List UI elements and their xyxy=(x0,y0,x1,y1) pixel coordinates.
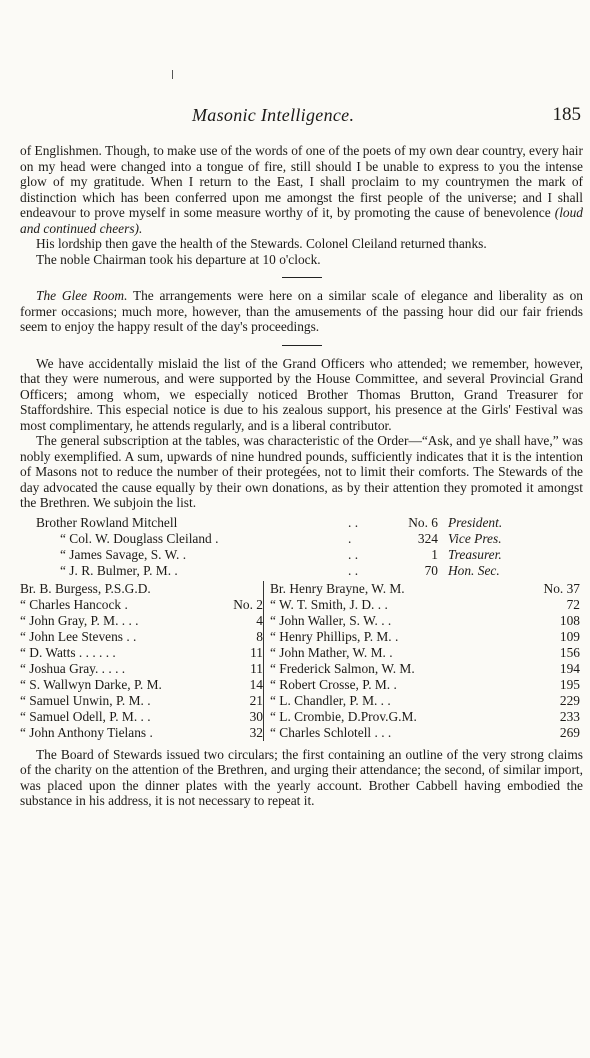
leader-dots: . . xyxy=(348,546,359,562)
office-title: Vice Pres. xyxy=(448,530,502,546)
steward-row xyxy=(20,725,263,741)
paragraph-text: of Englishmen. Though, to make use of the words of one of the poets of my own dear country, every hair on my head were changed into a tongue of fire, still should I be unable to express to you the intense glow of my gratitude. When I return to the East, I shall proclaim to my countrymen the mark of distinction which has been conferred upon me amongst the first people of the universe; and I shall endeavour to prove myself in some measure worthy of it, by promoting the cause of benevolence xyxy=(20,143,583,220)
stewards-column-right xyxy=(263,581,580,741)
lodge-number: 21 xyxy=(249,692,263,708)
steward-row xyxy=(270,677,580,693)
steward-name: “ Frederick Salmon, W. M. xyxy=(270,660,415,676)
steward-row xyxy=(20,661,263,677)
lodge-number: 269 xyxy=(559,724,580,740)
lodge-number: 229 xyxy=(559,692,580,708)
lodge-number: 70 xyxy=(424,562,438,578)
lodge-number: 32 xyxy=(249,724,263,740)
office-title: Treasurer. xyxy=(448,546,502,562)
lodge-number: 11 xyxy=(250,660,263,676)
running-header xyxy=(20,105,583,131)
officer-row xyxy=(20,563,583,579)
office-title: Hon. Sec. xyxy=(448,562,500,578)
lodge-number: 195 xyxy=(559,676,580,692)
steward-row xyxy=(20,629,263,645)
steward-name: “ L. Crombie, D.Prov.G.M. xyxy=(270,708,417,724)
lodge-number: 14 xyxy=(249,676,263,692)
lodge-number: 8 xyxy=(256,628,263,644)
steward-row xyxy=(270,629,580,645)
margin-mark xyxy=(172,70,173,79)
lodge-number: No. 2 xyxy=(233,596,263,612)
leader-dots: . . xyxy=(348,514,359,530)
paragraph-subscription: The general subscription at the tables, was characteristic of the Order—“Ask, and ye shall have,” was nobly exemplified. A sum, upwards of nine hundred pounds, sufficiently indicates that it is the intention of Masons not to reduce the number of their protegées, not to limit their comforts. The Stewards of the day advocated the cause equally by their own donations, as by their attention they promoted it amongst the Brethren. We subjoin the list. xyxy=(20,433,583,510)
paragraph-grand-officers: We have accidentally mislaid the list of the Grand Officers who attended; we remember, however, that they were numerous, and were supported by the House Committee, and several Provincial Grand Officers; among whom, we especially noticed Brother Thomas Brutton, Grand Treasurer for Staffordshire. This especial notice is due to his zealous support, his presence at the Girls' Festival was most complimentary, he attends regularly, and is a liberal contributor. xyxy=(20,355,583,433)
steward-row xyxy=(20,693,263,709)
leader-dots: . xyxy=(348,530,352,546)
steward-name: “ Charles Hancock . xyxy=(20,596,128,612)
paragraph-circulars: The Board of Stewards issued two circulars; the first containing an outline of the very strong claims of the charity on the attention of the Brethren, and urging their attendance; the second, of similar import, was placed upon the dinner plates with the yearly account. Brother Cabbell having embodied the substance in his address, it is not necessary to repeat it. xyxy=(20,746,583,808)
lodge-number: 156 xyxy=(559,644,580,660)
steward-row xyxy=(270,693,580,709)
lodge-number: 233 xyxy=(559,708,580,724)
steward-name: “ S. Wallwyn Darke, P. M. xyxy=(20,676,162,692)
lodge-number: 30 xyxy=(249,708,263,724)
steward-row xyxy=(270,597,580,613)
steward-row xyxy=(270,613,580,629)
glee-room-text: The arrangements were here on a similar scale of elegance and liberality as on former occasions; much more, however, than the amusements of the passing hour did our fair friends seem to enjoy the happy result of the day's proceedings. xyxy=(20,288,583,334)
running-title: Masonic Intelligence. xyxy=(192,105,355,125)
paragraph-glee-room xyxy=(20,288,583,335)
page-number: 185 xyxy=(552,104,581,125)
steward-name: Br. Henry Brayne, W. M. xyxy=(270,580,405,596)
office-title: President. xyxy=(448,514,503,530)
lodge-number: 194 xyxy=(559,660,580,676)
steward-row xyxy=(270,709,580,725)
lodge-number: 4 xyxy=(256,612,263,628)
stewards-column-left xyxy=(20,581,263,741)
steward-name: “ Joshua Gray. . . . . xyxy=(20,660,126,676)
steward-row xyxy=(270,725,580,741)
lodge-number: 1 xyxy=(431,546,438,562)
steward-name: “ Henry Phillips, P. M. . xyxy=(270,628,399,644)
steward-row xyxy=(270,581,580,597)
lodge-number: 11 xyxy=(250,644,263,660)
steward-row xyxy=(20,709,263,725)
lodge-number: 109 xyxy=(559,628,580,644)
steward-row xyxy=(270,661,580,677)
glee-room-label: The Glee Room. xyxy=(36,288,128,303)
steward-name: “ D. Watts . . . . . . xyxy=(20,644,116,660)
paragraph-speech-end xyxy=(20,143,583,236)
lodge-number: No. 37 xyxy=(543,580,580,596)
steward-name: “ John Waller, S. W. . . xyxy=(270,612,392,628)
steward-name: “ John Lee Stevens . . xyxy=(20,628,137,644)
lodge-number: 108 xyxy=(559,612,580,628)
section-divider xyxy=(282,277,322,278)
applause-note: (loud and continued cheers). xyxy=(20,205,583,236)
leader-dots: . . xyxy=(348,562,359,578)
officer-row xyxy=(20,531,583,547)
officer-name: “ Col. W. Douglass Cleiland . xyxy=(60,530,219,546)
lodge-number: No. 6 xyxy=(408,514,438,530)
steward-name: “ John Anthony Tielans . xyxy=(20,724,153,740)
steward-name: “ W. T. Smith, J. D. . . xyxy=(270,596,388,612)
steward-name: “ Samuel Odell, P. M. . . xyxy=(20,708,151,724)
officer-name: “ J. R. Bulmer, P. M. . xyxy=(60,562,178,578)
steward-row xyxy=(20,677,263,693)
steward-row xyxy=(20,613,263,629)
steward-row xyxy=(270,645,580,661)
steward-name: “ Robert Crosse, P. M. . xyxy=(270,676,397,692)
paragraph-stewards-toast: His lordship then gave the health of the Stewards. Colonel Cleiland returned thanks. xyxy=(36,236,487,251)
officers-list xyxy=(20,515,583,579)
steward-name: “ Charles Schlotell . . . xyxy=(270,724,392,740)
officer-name: Brother Rowland Mitchell xyxy=(36,514,178,530)
steward-name: “ John Gray, P. M. . . . xyxy=(20,612,139,628)
stewards-table xyxy=(20,581,583,741)
steward-row xyxy=(20,581,263,597)
section-divider xyxy=(282,345,322,346)
steward-name: Br. B. Burgess, P.S.G.D. xyxy=(20,580,151,596)
officer-row xyxy=(20,515,583,531)
steward-name: “ Samuel Unwin, P. M. . xyxy=(20,692,151,708)
steward-name: “ L. Chandler, P. M. . . xyxy=(270,692,391,708)
steward-row xyxy=(20,645,263,661)
lodge-number: 72 xyxy=(566,596,580,612)
officer-name: “ James Savage, S. W. . xyxy=(60,546,187,562)
paragraph-departure: The noble Chairman took his departure at 10 o'clock. xyxy=(36,251,321,267)
steward-row xyxy=(20,597,263,613)
steward-name: “ John Mather, W. M. . xyxy=(270,644,393,660)
page-body xyxy=(20,143,583,809)
lodge-number: 324 xyxy=(417,530,438,546)
officer-row xyxy=(20,547,583,563)
